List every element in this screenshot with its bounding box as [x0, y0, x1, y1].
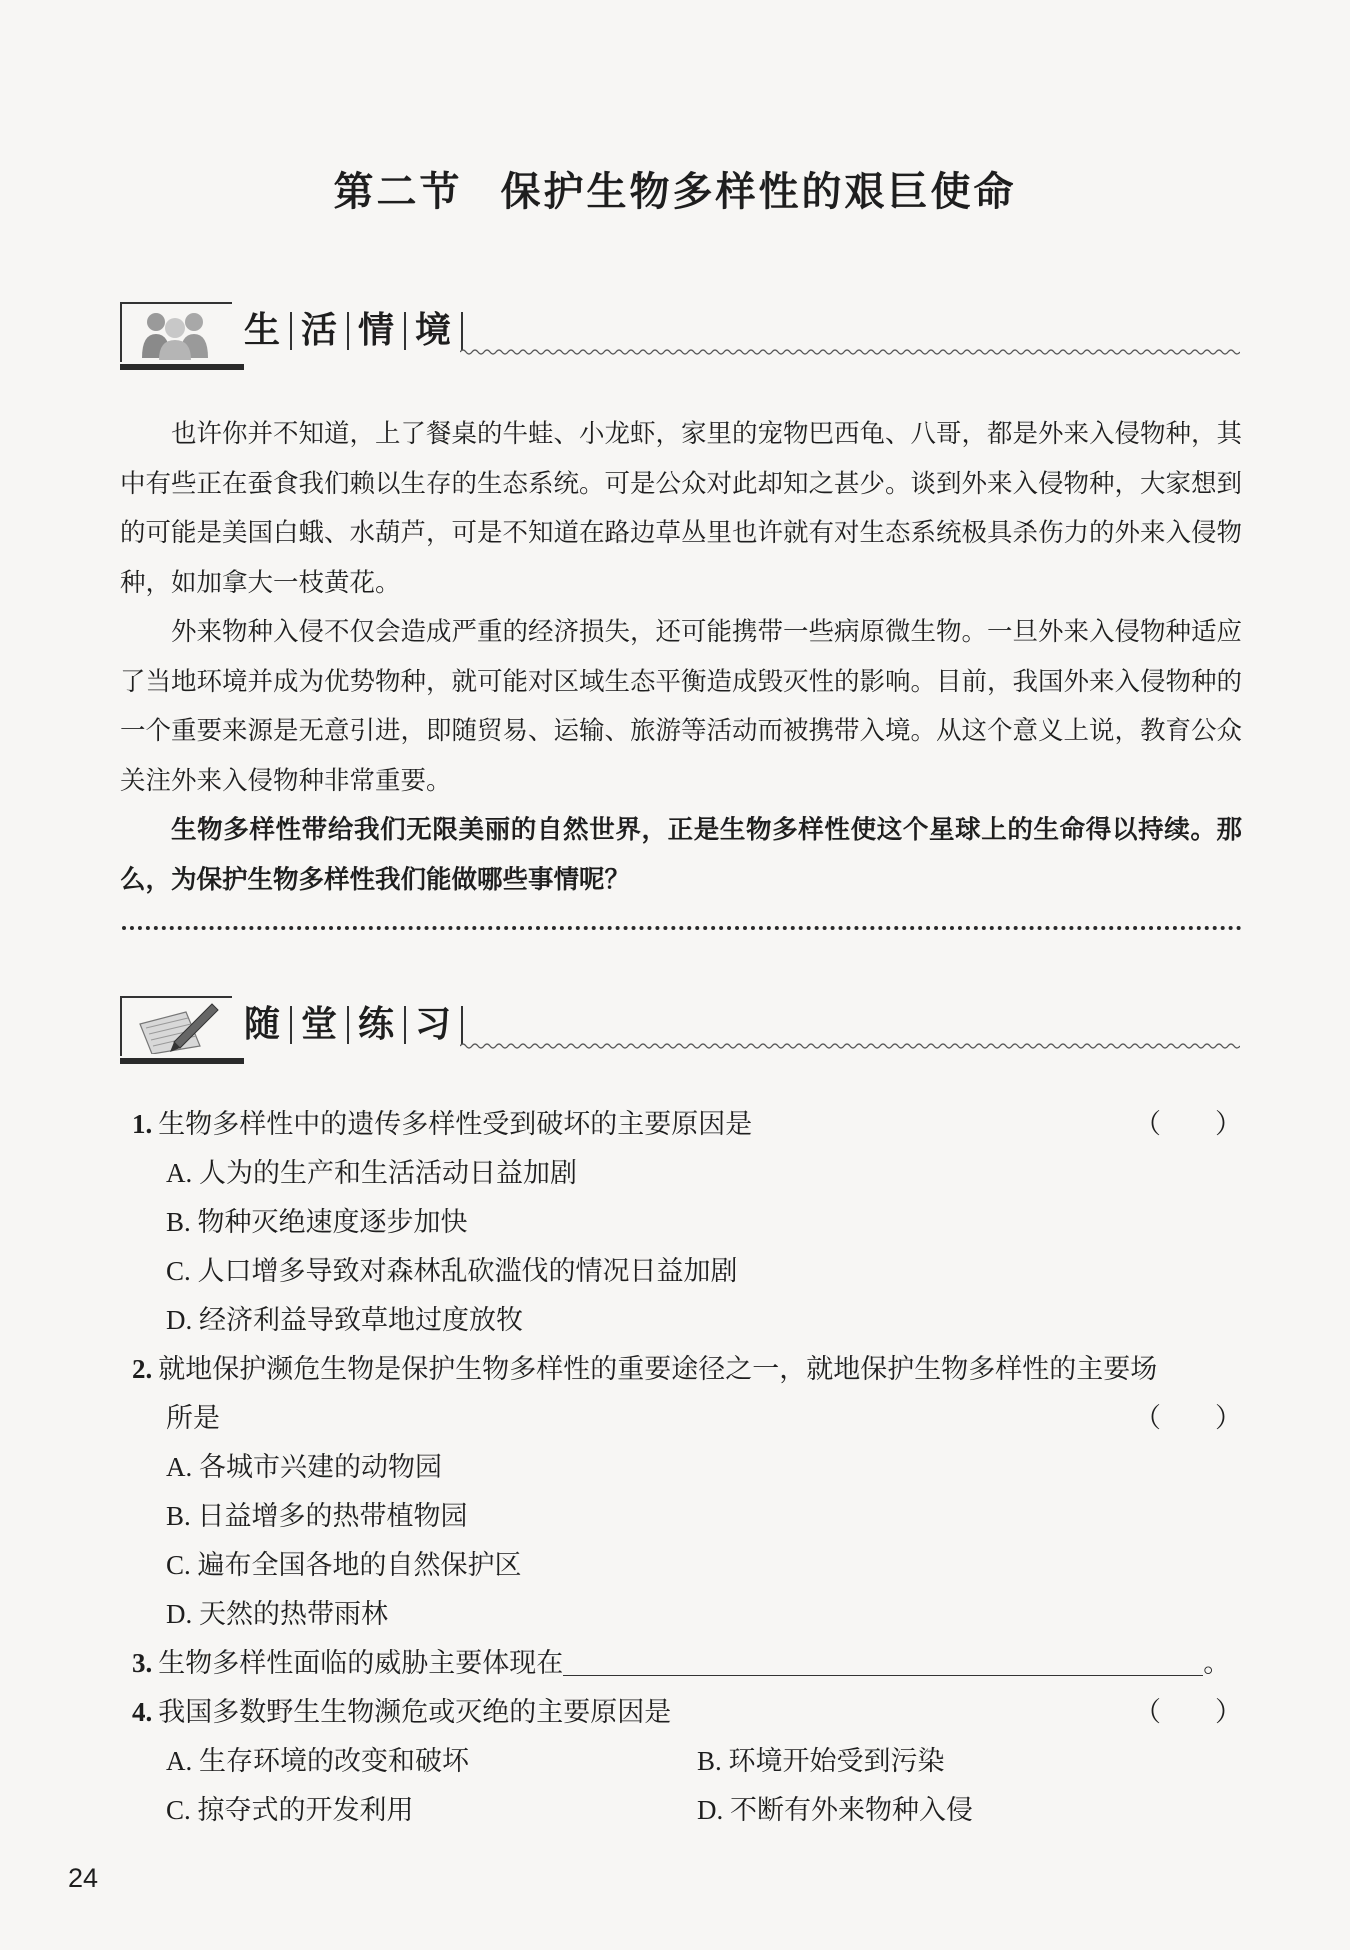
fill-in-blank[interactable]: [563, 1645, 1203, 1676]
question-2-continued: [166, 1394, 1242, 1443]
title-section-number: 第二节: [333, 169, 463, 214]
option-d: D. 不断有外来物种入侵: [697, 1795, 973, 1825]
answer-parentheses[interactable]: （ ）: [1134, 1109, 1242, 1139]
section-title-life-scenario: 生 活 情 境: [244, 310, 463, 351]
answer-parentheses[interactable]: （ ）: [1134, 1697, 1242, 1727]
page-number: 24: [68, 1863, 99, 1893]
option-b: B. 物种灭绝速度逐步加快: [166, 1207, 468, 1237]
section-header-practice: [120, 996, 1240, 1066]
option-c: C. 掠夺式的开发利用: [166, 1795, 414, 1825]
question-4: 4. 我国多数野生生物濒危或灭绝的主要原因是 （ ）: [132, 1688, 1242, 1737]
answer-parentheses[interactable]: （ ）: [1134, 1403, 1242, 1433]
question-text-cont: 所是: [166, 1403, 220, 1433]
title-text: 保护生物多样性的艰巨使命: [500, 169, 1017, 214]
section-title-practice: 随 堂 练 习: [244, 1004, 463, 1045]
option-c: C. 人口增多导致对森林乱砍滥伐的情况日益加剧: [166, 1256, 738, 1286]
option-d: D. 天然的热带雨林: [166, 1599, 388, 1629]
question-text: 生物多样性中的遗传多样性受到破坏的主要原因是: [158, 1109, 753, 1139]
question-2: 2. 就地保护濒危生物是保护生物多样性的重要途径之一，就地保护生物多样性的主要场: [132, 1354, 1158, 1384]
question-3: 3. 生物多样性面临的威胁主要体现在 。: [132, 1639, 1242, 1688]
question-text: 我国多数野生生物濒危或灭绝的主要原因是: [158, 1697, 672, 1727]
scenario-paragraph: 外来物种入侵不仅会造成严重的经济损失，还可能携带一些病原微生物。一旦外来入侵物种适应了当地环境并成为优势物种，就可能对区域生态平衡造成毁灭性的影响。目前，我国外来入侵物种的一个重要来源是无意引进，即随贸易、运输、旅游等活动而被携带入境。从这个意义上说，教育公众关注外来入侵物种非常重要。: [120, 617, 1243, 796]
question-text: 就地保护濒危生物是保护生物多样性的重要途径之一，就地保护生物多样性的主要场: [158, 1354, 1158, 1384]
page-title: [0, 160, 1350, 217]
scenario-question-paragraph: 生物多样性带给我们无限美丽的自然世界，正是生物多样性使这个星球上的生命得以持续。那么，为保护生物多样性我们能做哪些事情呢？: [120, 815, 1242, 895]
option-a: A. 人为的生产和生活活动日益加剧: [166, 1158, 577, 1188]
wavy-divider: [460, 1036, 1240, 1056]
scenario-text: [120, 410, 1242, 905]
option-b: B. 日益增多的热带植物园: [166, 1501, 468, 1531]
option-d: D. 经济利益导致草地过度放牧: [166, 1305, 523, 1335]
dotted-divider: [122, 926, 1242, 930]
section-header-life-scenario: [120, 302, 1240, 372]
question-text: 生物多样性面临的威胁主要体现在: [158, 1648, 564, 1678]
wavy-divider: [460, 342, 1240, 362]
section-icon-frame: [120, 302, 232, 362]
question-end-punct: 。: [1203, 1648, 1231, 1678]
scenario-paragraph: 也许你并不知道，上了餐桌的牛蛙、小龙虾，家里的宠物巴西龟、八哥，都是外来入侵物种，其中有些正在蚕食我们赖以生存的生态系统。可是公众对此却知之甚少。谈到外来入侵物种，大家想到的可能是美国白蛾、水葫芦，可是不知道在路边草丛里也许就有对生态系统极具杀伤力的外来入侵物种，如加拿大一枝黄花。: [120, 419, 1243, 598]
pen-notebook-icon: [134, 1002, 220, 1054]
option-b: B. 环境开始受到污染: [697, 1746, 945, 1776]
question-1: 1. 生物多样性中的遗传多样性受到破坏的主要原因是 （ ）: [132, 1100, 1242, 1149]
people-icon: [134, 308, 220, 360]
option-a: A. 生存环境的改变和破坏: [166, 1746, 469, 1776]
option-c: C. 遍布全国各地的自然保护区: [166, 1550, 522, 1580]
section-icon-frame: [120, 996, 232, 1056]
option-a: A. 各城市兴建的动物园: [166, 1452, 442, 1482]
